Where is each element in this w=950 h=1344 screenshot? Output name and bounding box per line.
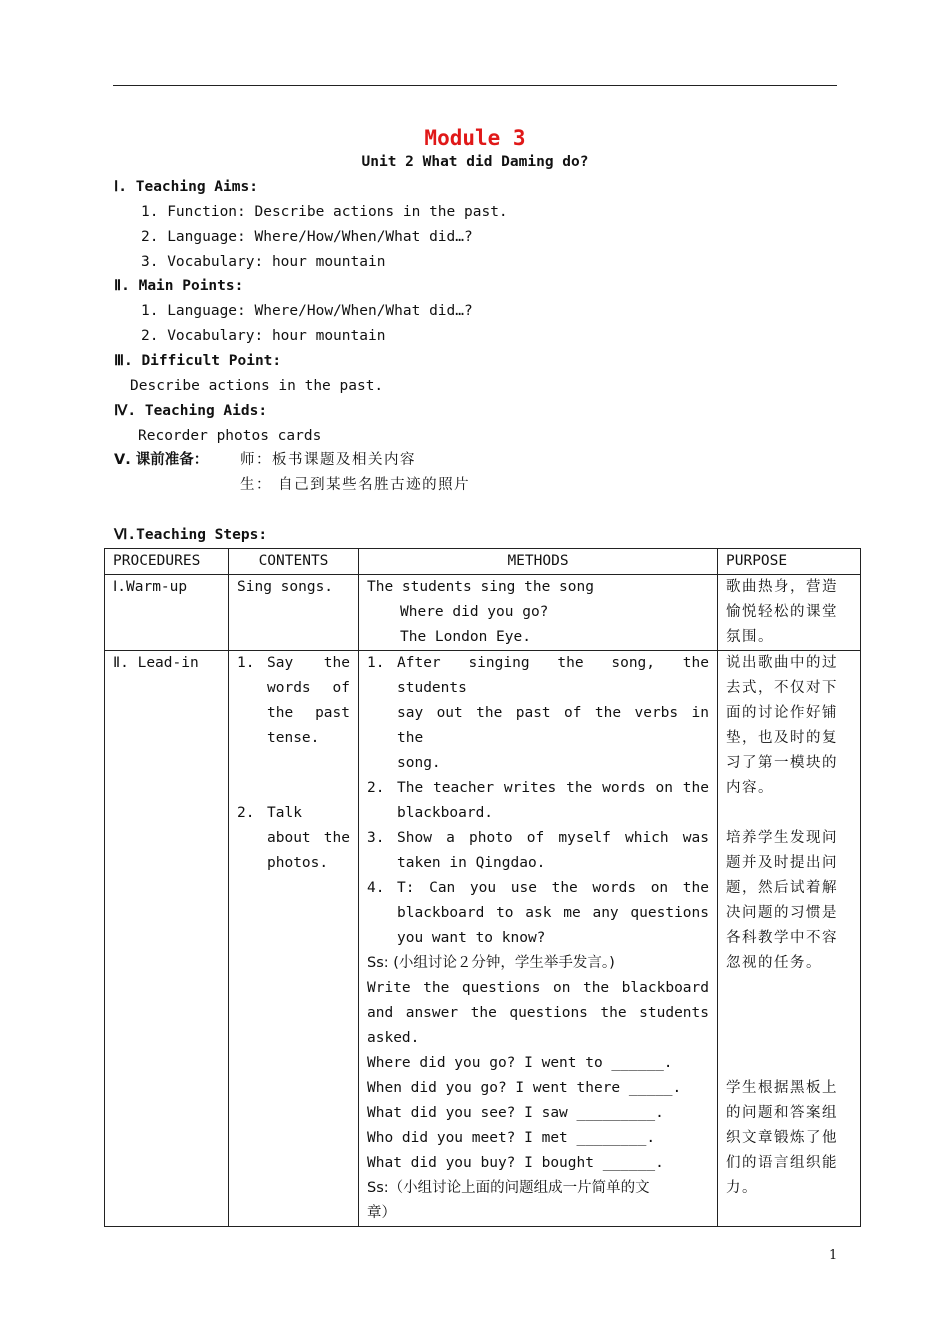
table-row xyxy=(105,651,861,1227)
aims-item: 2. Language: Where/How/When/What did…? xyxy=(141,229,473,245)
method-line: Where did you go? I went to ______. xyxy=(367,1055,673,1071)
aids-heading: Ⅳ. Teaching Aids: xyxy=(114,403,268,419)
procedure-cell: Ⅰ.Warm-up xyxy=(105,575,229,651)
methods-cell xyxy=(359,651,718,1227)
method-step: 2. The teacher writes the words on the blackboard. xyxy=(367,780,709,821)
method-line: Write the questions on the blackboard xyxy=(367,980,709,996)
method-step: 4. T: Can you use the words on the blackboard to ask me any questions you want to know? xyxy=(367,880,709,946)
column-header: CONTENTS xyxy=(229,549,359,575)
prep-student: 生： 自己到某些名胜古迹的照片 xyxy=(240,477,471,493)
table-header-row xyxy=(105,549,861,575)
method-line: Where did you go? xyxy=(400,604,549,620)
method-line: and answer the questions the students xyxy=(367,1005,709,1021)
method-line: The London Eye. xyxy=(400,629,531,645)
aims-item: 1. Function: Describe actions in the past. xyxy=(141,204,508,220)
aims-heading: Ⅰ. Teaching Aims: xyxy=(114,179,258,195)
content-item: 1. Say the words of the past tense. xyxy=(237,655,350,746)
purpose-cell xyxy=(718,651,861,1227)
method-line: When did you go? I went there _____. xyxy=(367,1080,682,1096)
method-line: What did you buy? I bought ______. xyxy=(367,1155,664,1171)
difficult-text: Describe actions in the past. xyxy=(130,378,384,394)
main-points-item: 2. Vocabulary: hour mountain xyxy=(141,328,386,344)
main-points-heading: Ⅱ. Main Points: xyxy=(114,278,244,294)
page-title: Module 3 xyxy=(424,126,526,150)
method-line: 章） xyxy=(367,1205,396,1221)
teaching-steps-table xyxy=(104,548,861,1227)
method-line: Ss: (小组讨论２分钟，学生举手发言。) xyxy=(367,955,615,971)
prep-teacher: 师：板书课题及相关内容 xyxy=(240,452,416,468)
method-line: Ss:（小组讨论上面的问题组成一片简单的文 xyxy=(367,1180,650,1196)
method-line: Who did you meet? I met ________. xyxy=(367,1130,656,1146)
method-step: 1. After singing the song, the students say out the past of the verbs in the song. xyxy=(367,655,709,771)
method-line: What did you see? I saw _________. xyxy=(367,1105,664,1121)
purpose-cell: 歌曲热身，营造愉悦轻松的课堂氛围。 xyxy=(718,575,861,651)
aids-text: Recorder photos cards xyxy=(138,428,322,444)
content-item: 2. Talk about the photos. xyxy=(237,805,350,871)
header-rule xyxy=(113,85,837,86)
difficult-heading: Ⅲ. Difficult Point: xyxy=(114,353,282,369)
method-line: asked. xyxy=(367,1030,420,1046)
column-header: PROCEDURES xyxy=(105,549,229,575)
method-line: The students sing the song xyxy=(367,579,594,595)
purpose-text: 学生根据黑板上的问题和答案组织文章锻炼了他们的语言组织能力。 xyxy=(726,1080,838,1196)
procedure-cell: Ⅱ. Lead-in xyxy=(105,651,229,1227)
table-row xyxy=(105,575,861,651)
methods-cell xyxy=(359,575,718,651)
column-header: METHODS xyxy=(359,549,718,575)
purpose-text: 培养学生发现问题并及时提出问题，然后试着解决问题的习惯是各科教学中不容忽视的任务。 xyxy=(726,830,838,971)
method-step: 3. Show a photo of myself which was taken in Qingdao. xyxy=(367,830,709,871)
content-cell: Sing songs. xyxy=(229,575,359,651)
column-header: PURPOSE xyxy=(718,549,861,575)
page-number: 1 xyxy=(829,1248,838,1263)
purpose-text: 说出歌曲中的过去式，不仅对下面的讨论作好铺垫，也及时的复习了第一模块的内容。 xyxy=(726,655,838,796)
content-cell xyxy=(229,651,359,1227)
page-subtitle: Unit 2 What did Daming do? xyxy=(361,154,589,170)
steps-heading: Ⅵ.Teaching Steps: xyxy=(114,527,268,543)
aims-item: 3. Vocabulary: hour mountain xyxy=(141,254,386,270)
main-points-item: 1. Language: Where/How/When/What did…? xyxy=(141,303,473,319)
prep-heading: Ⅴ. 课前准备： xyxy=(114,452,209,468)
